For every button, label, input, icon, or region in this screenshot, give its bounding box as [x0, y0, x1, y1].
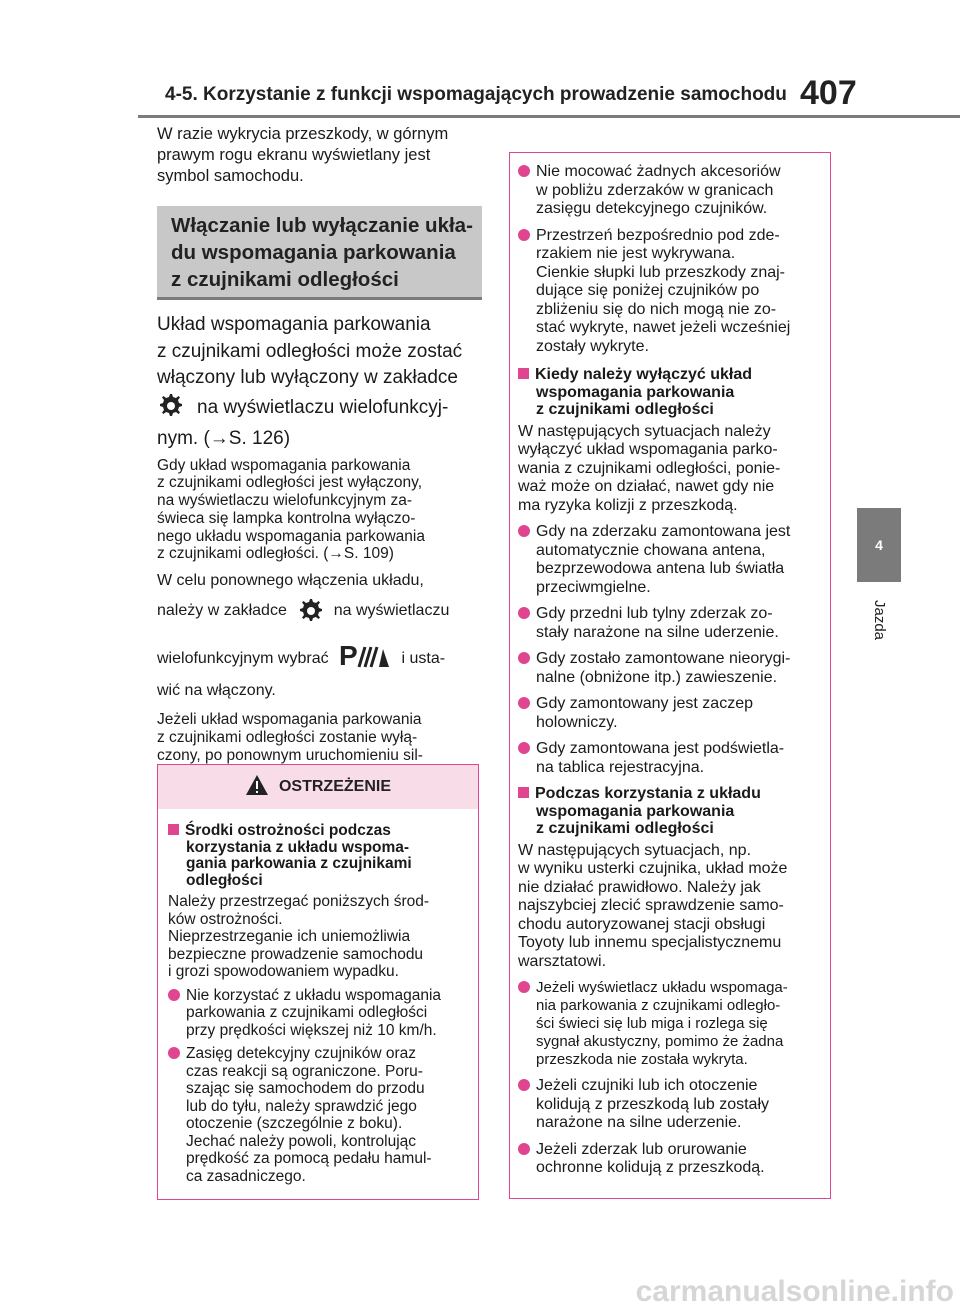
list-item: Gdy na zderzaku zamontowana jest automatycznie chowana antena, bezprzewodowa antena lub światła przeciwmgielne.: [518, 523, 822, 597]
circle-bullet-icon: [518, 981, 530, 993]
warning-bullet: Zasięg detekcyjny czujników oraz czas reakcji są ograniczone. Poru- szając się samochodem do przodu lub do tyłu, należy sprawdzić jego otoczenie (szczególnie z boku). Jechać należy powoli, kontrolując prędkość za pomocą pedału hamul- ca zasadniczego.: [168, 1045, 468, 1185]
warning-box: [157, 764, 479, 1200]
list-item: Jeżeli zderzak lub orurowanie ochronne kolidują z przeszkodą.: [518, 1141, 822, 1178]
chapter-label: Jazda: [871, 600, 888, 641]
circle-bullet-icon: [518, 742, 530, 754]
page-number: 407: [800, 74, 857, 112]
gear-icon: [157, 392, 183, 427]
lead-line-2: [157, 392, 482, 427]
paragraph-2-line-1: W celu ponownego włączenia układu,: [157, 572, 424, 590]
gear-icon: [297, 597, 323, 633]
circle-bullet-icon: [518, 229, 530, 241]
text-when-to-disable: W następujących sytuacjach należy wyłączyć układ wspomagania parko- wania z czujnikami odległości, ponie- waż może on działać, nawet gdy nie ma ryzyka kolizji z przeszkodą.: [518, 422, 781, 514]
list-item: Nie mocować żadnych akcesoriów w pobliżu zderzaków w granicach zasięgu detekcyjnego czujników.: [518, 163, 822, 219]
lead-paragraph: Układ wspomagania parkowania z czujnikami odległości może zostać włączony lub wyłączony w zakładce: [157, 314, 463, 388]
lead-line-3: nym. (→S. 126): [157, 428, 291, 449]
list-item: Gdy zostało zamontowane nieorygi- nalne (obniżone itp.) zawieszenie.: [518, 650, 822, 687]
left-column: [157, 124, 482, 782]
circle-bullet-icon: [518, 525, 530, 537]
circle-bullet-icon: [518, 1079, 530, 1091]
circle-bullet-icon: [518, 165, 530, 177]
paragraph-3: Jeżeli układ wspomagania parkowania z czujnikami odległości zostanie wyłą- czony, po ponownym uruchomieniu sil-: [157, 711, 423, 764]
subheading-during-use: Podczas korzystania z układu wspomagania parkowania z czujnikami odległości: [518, 785, 822, 838]
warning-text: Należy przestrzegać poniższych środ- ków ostrożności. Nieprzestrzeganie ich uniemożliwia bezpieczne prowadzenie samochodu i grozi spowodowaniem wypadku.: [168, 893, 430, 980]
list-item: Gdy zamontowana jest podświetla- na tablica rejestracyjna.: [518, 740, 822, 777]
header-title: 4-5. Korzystanie z funkcji wspomagających prowadzenie samochodu: [165, 84, 787, 105]
warning-heading: Środki ostrożności podczas korzystania z układu wspoma- gania parkowania z czujnikami odległości: [168, 823, 468, 889]
circle-bullet-icon: [518, 697, 530, 709]
paragraph-2-line-2: [157, 597, 482, 633]
list-item: Gdy zamontowany jest zaczep holowniczy.: [518, 695, 822, 732]
text-during-use: W następujących sytuacjach, np. w wyniku usterki czujnika, układ może nie działać prawidłowo. Należy jak najszybciej zlecić sprawdzenie samo- chodu autoryzowanej stacji obsługi Toyoty lub innemu specjalistycznemu warsztatowi.: [518, 841, 788, 970]
intro-text: W razie wykrycia przeszkody, w górnym prawym rogu ekranu wyświetlany jest symbol samochodu.: [157, 125, 449, 185]
header-rule: [138, 115, 960, 118]
section-heading: Włączanie lub wyłączanie ukła- du wspomagania parkowania z czujnikami odległości: [157, 206, 482, 300]
list-item: Jeżeli czujniki lub ich otoczenie kolidują z przeszkodą lub zostały narażone na silne uderzenie.: [518, 1077, 822, 1133]
warning-triangle-icon: [245, 774, 269, 801]
paragraph-1: Gdy układ wspomagania parkowania z czujnikami odległości jest wyłączony, na wyświetlaczu wielofunkcyjnym za- świeca się lampka kontrolna wyłączo- nego układu wspomagania parkowania z czujnikami odległości. (→S. 109): [157, 456, 425, 563]
list-item: Jeżeli wyświetlacz układu wspomaga- nia parkowania z czujnikami odległo- ści świeci się lub miga i rozlega się sygnał akustyczny, pomimo że żadna przeszkoda nie została wykryta.: [518, 979, 822, 1069]
circle-bullet-icon: [168, 1047, 180, 1059]
circle-bullet-icon: [518, 1143, 530, 1155]
circle-bullet-icon: [518, 607, 530, 619]
square-bullet-icon: [518, 787, 529, 798]
paragraph-2-line-4: wić na włączony.: [157, 682, 276, 700]
paragraph-2-text-d: wielofunkcyjnym wybrać: [157, 650, 329, 668]
lead-line-2-text: na wyświetlaczu wielofunkcyj-: [197, 396, 449, 418]
warning-bullet: Nie korzystać z układu wspomagania parkowania z czujnikami odległości przy prędkości większej niż 10 km/h.: [168, 987, 468, 1040]
circle-bullet-icon: [168, 989, 180, 1001]
square-bullet-icon: [168, 824, 179, 835]
warning-title: OSTRZEŻENIE: [278, 778, 391, 795]
chapter-number: 4: [875, 537, 883, 553]
paragraph-2-text-b: należy w zakładce: [157, 602, 287, 620]
paragraph-2-text-c: na wyświetlaczu: [333, 602, 450, 620]
circle-bullet-icon: [518, 652, 530, 664]
square-bullet-icon: [518, 368, 529, 379]
warning-header: [158, 765, 478, 809]
list-item: Gdy przedni lub tylny zderzak zo- stały narażone na silne uderzenie.: [518, 605, 822, 642]
chapter-tab: [857, 508, 901, 582]
paragraph-2-text-e: i usta-: [401, 650, 446, 668]
warning-continued-box: [509, 152, 831, 1199]
paragraph-2-line-3: [157, 641, 482, 681]
watermark: carmanualsonline.info: [635, 1275, 954, 1308]
list-item: Przestrzeń bezpośrednio pod zde- rzakiem nie jest wykrywana. Cienkie słupki lub przeszkody znaj- dujące się poniżej czujników po zbliżeniu się do nich mogą nie zo- stać wykryte, nawet jeżeli wcześniej zostały wykryte.: [518, 227, 822, 357]
parking-sensor-icon: [339, 641, 391, 681]
svg-text:P: P: [339, 641, 358, 672]
subheading-when-to-disable: Kiedy należy wyłączyć układ wspomagania parkowania z czujnikami odległości: [518, 366, 822, 419]
